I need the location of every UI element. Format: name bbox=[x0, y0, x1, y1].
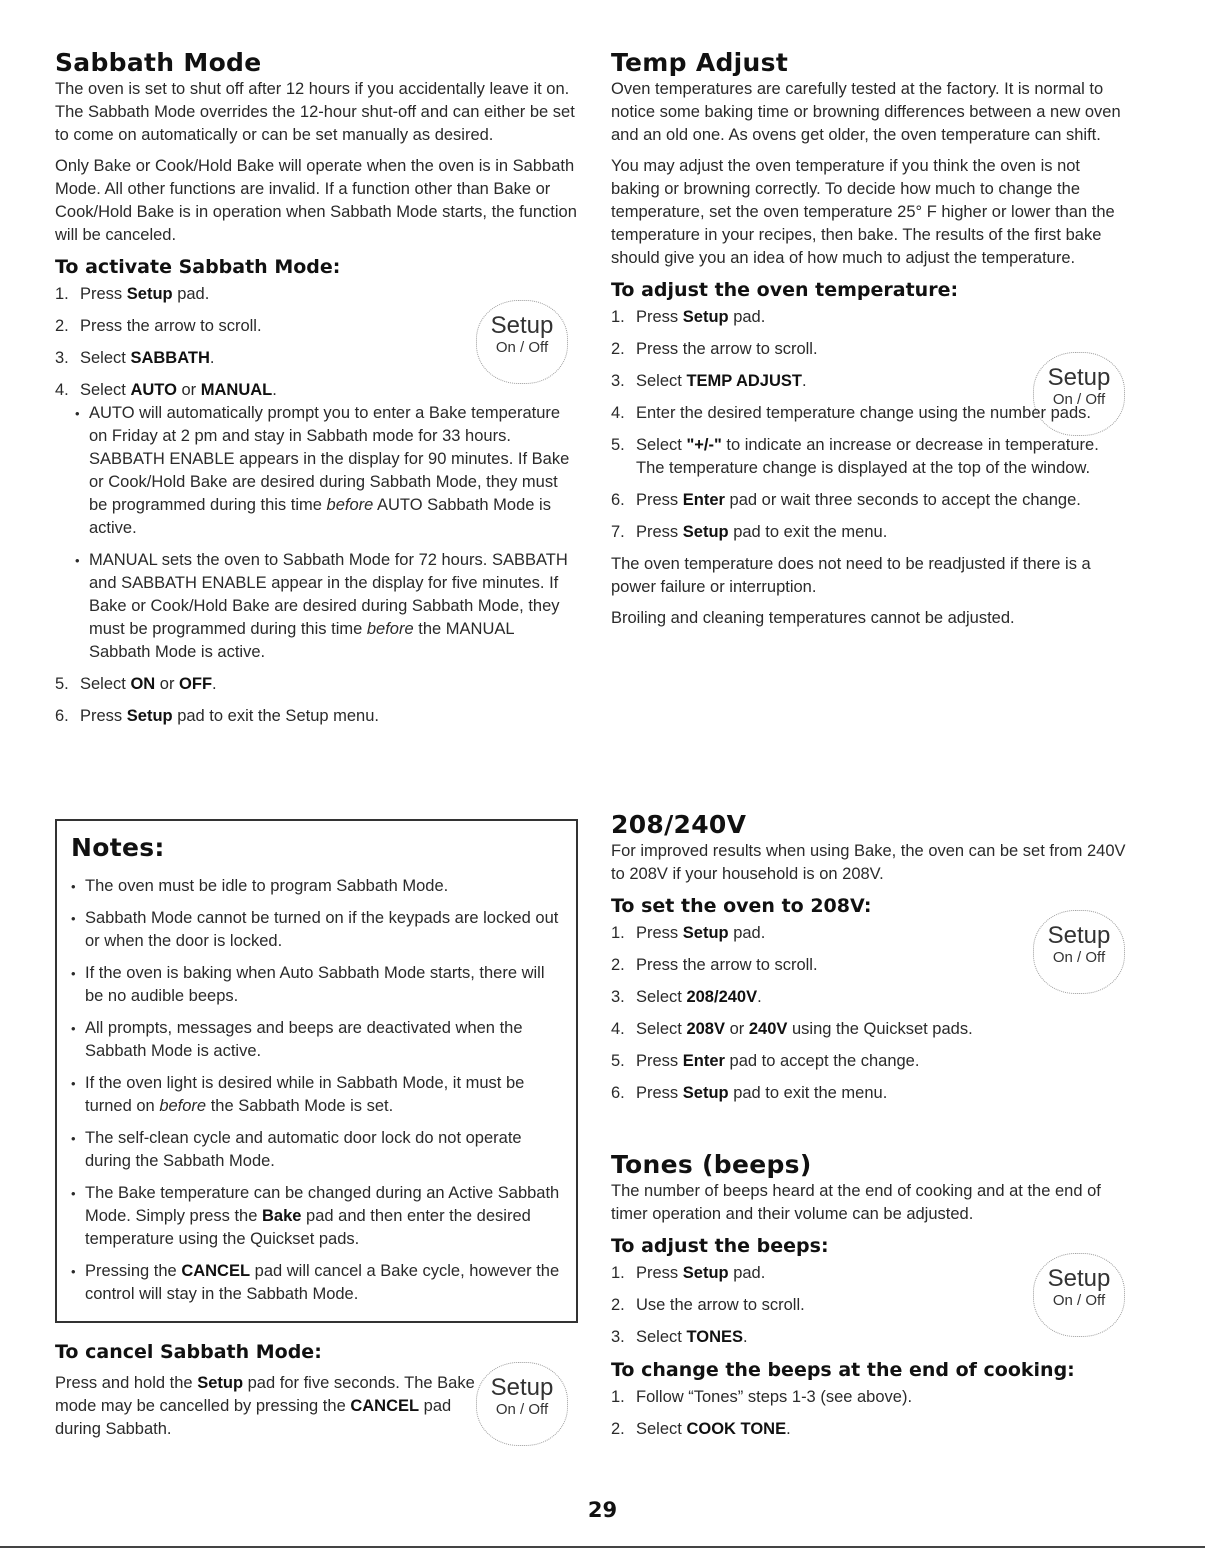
step-item: 6. Press Enter pad or wait three seconds to accept the change. bbox=[611, 491, 1081, 509]
note-item: • Pressing the CANCEL pad will cancel a Bake cycle, however the control will stay in the Sabbath Mode. bbox=[71, 1260, 564, 1306]
step-item: 3. Select SABBATH. bbox=[55, 349, 215, 367]
activate-sabbath-heading: To activate Sabbath Mode: bbox=[55, 256, 341, 278]
bullet-item: • AUTO will automatically prompt you to enter a Bake temperature on Friday at 2 pm and stay in Sabbath mode for 33 hours. SABBATH ENABLE appears in the display for 90 minutes. If Bake or Cook/Hold Bake are desired during Sabbath Mode, they must be programmed during this time before AUTO Sabbath Mode is active. bbox=[75, 402, 577, 540]
setup-on-off-icon: Setup On / Off bbox=[476, 1362, 568, 1446]
sabbath-functions: Only Bake or Cook/Hold Bake will operate when the oven is in Sabbath Mode. All other functions are invalid. If a function other than Bake or Cook/Hold Bake is in operation when Sabbath Mode starts, the function will be canceled. bbox=[55, 157, 577, 244]
sabbath-mode-title: Sabbath Mode bbox=[55, 48, 262, 77]
notes-box bbox=[55, 819, 578, 1323]
step-item: 2. Press the arrow to scroll. bbox=[611, 956, 818, 974]
set-208v-heading: To set the oven to 208V: bbox=[611, 895, 872, 917]
step-item: 1. Press Setup pad. bbox=[611, 308, 766, 326]
notes-title: Notes: bbox=[71, 833, 165, 862]
step-item: 2. Press the arrow to scroll. bbox=[611, 340, 818, 358]
cook-tone-steps bbox=[611, 1386, 1131, 1441]
step-item: 3. Select 208/240V. bbox=[611, 988, 762, 1006]
cancel-sabbath-section bbox=[55, 1340, 475, 1449]
tones-intro: The number of beeps heard at the end of cooking and at the end of timer operation and their volume can be adjusted. bbox=[611, 1182, 1101, 1223]
right-column bbox=[611, 48, 1131, 638]
voltage-title: 208/240V bbox=[611, 810, 747, 839]
tones-title: Tones (beeps) bbox=[611, 1150, 812, 1179]
step-item: 4. Select 208V or 240V using the Quickset pads. bbox=[611, 1020, 973, 1038]
bottom-rule bbox=[0, 1546, 1205, 1548]
cancel-sabbath-heading: To cancel Sabbath Mode: bbox=[55, 1341, 322, 1363]
setup-on-off-icon: Setup On / Off bbox=[1033, 352, 1125, 436]
bullet-item: • MANUAL sets the oven to Sabbath Mode for 72 hours. SABBATH and SABBATH ENABLE appear in the display for five minutes. If Bake or Cook/Hold Bake are desired during Sabbath Mode, they must be programmed during this time before the MANUAL Sabbath Mode is active. bbox=[75, 549, 577, 664]
setup-on-off-icon: Setup On / Off bbox=[1033, 910, 1125, 994]
sabbath-intro: The oven is set to shut off after 12 hours if you accidentally leave it on. The Sabbath Mode overrides the 12-hour shut-off and can either be set to come on automatically or can be set manually as desired. bbox=[55, 80, 575, 144]
note-item: • Sabbath Mode cannot be turned on if the keypads are locked out or when the door is locked. bbox=[71, 907, 564, 953]
cook-tone-heading: To change the beeps at the end of cooking: bbox=[611, 1359, 1075, 1381]
step-item: 1. Press Setup pad. bbox=[611, 924, 766, 942]
auto-manual-bullets bbox=[55, 402, 577, 664]
note-item: • The oven must be idle to program Sabbath Mode. bbox=[71, 875, 564, 898]
step-item: 1. Press Setup pad. bbox=[55, 285, 210, 303]
adjust-temp-steps bbox=[611, 306, 1031, 393]
step-item: 4. Select AUTO or MANUAL. • AUTO will automatically prompt you to enter a Bake temperature on Friday at 2 pm and stay in Sabbath mode for 33 hours. SABBATH ENABLE appears in the display for 90 minutes. If Bake or Cook/Hold Bake are desired during Sabbath Mode, they must be programmed during this time before AUTO Sabbath Mode is active. • MANUAL sets the oven to Sabbath Mode for 72 hours. SABBATH and SABBATH ENABLE appear in the display for five minutes. If Bake or Cook/Hold Bake are desired during Sabbath Mode, they must be programmed during this time before the MANUAL Sabbath Mode is active. bbox=[55, 379, 577, 664]
step-item: 5. Press Enter pad to accept the change. bbox=[611, 1052, 920, 1070]
note-item: • The Bake temperature can be changed during an Active Sabbath Mode. Simply press the Bake pad and then enter the desired temperature using the Quickset pads. bbox=[71, 1182, 564, 1251]
setup-on-off-icon: Setup On / Off bbox=[1033, 1253, 1125, 1337]
step-item: 6. Press Setup pad to exit the menu. bbox=[611, 1084, 888, 1102]
page-number: 29 bbox=[587, 1498, 618, 1522]
note-item: • If the oven is baking when Auto Sabbath Mode starts, there will be no audible beeps. bbox=[71, 962, 564, 1008]
adjust-beeps-heading: To adjust the beeps: bbox=[611, 1235, 829, 1257]
step-item: 3. Select TEMP ADJUST. bbox=[611, 372, 807, 390]
left-column bbox=[55, 48, 577, 737]
temp-advice: You may adjust the oven temperature if you think the oven is not baking or browning correctly. To decide how much to change the temperature, set the oven temperature 25° F higher or lower than the temperature in your recipes, then bake. The results of the first bake should give you an idea of how much to adjust the temperature. bbox=[611, 157, 1115, 267]
cancel-sabbath-text: Press and hold the Setup pad for five seconds. The Bake mode may be cancelled by pressing the CANCEL pad during Sabbath. bbox=[55, 1374, 475, 1438]
step-item: 4. Enter the desired temperature change using the number pads. bbox=[611, 404, 1091, 422]
step-item: 5. Select "+/-" to indicate an increase or decrease in temperature. The temperature change is displayed at the top of the window. bbox=[611, 436, 1099, 477]
step-item: 2. Select COOK TONE. bbox=[611, 1420, 791, 1438]
voltage-intro: For improved results when using Bake, the oven can be set from 240V to 208V if your household is on 208V. bbox=[611, 842, 1126, 883]
step-item: 7. Press Setup pad to exit the menu. bbox=[611, 523, 888, 541]
step-item: 1. Press Setup pad. bbox=[611, 1264, 766, 1282]
note-item: • All prompts, messages and beeps are deactivated when the Sabbath Mode is active. bbox=[71, 1017, 564, 1063]
step-item: 1. Follow “Tones” steps 1-3 (see above). bbox=[611, 1388, 913, 1406]
note-item: • The self-clean cycle and automatic door lock do not operate during the Sabbath Mode. bbox=[71, 1127, 564, 1173]
temp-intro: Oven temperatures are carefully tested at the factory. It is normal to notice some baking time or browning differences between a new oven and an old one. As ovens get older, the oven temperature can shift. bbox=[611, 80, 1121, 144]
note-item: • If the oven light is desired while in Sabbath Mode, it must be turned on before the Sabbath Mode is set. bbox=[71, 1072, 564, 1118]
adjust-temp-heading: To adjust the oven temperature: bbox=[611, 279, 959, 301]
step-item: 5. Select ON or OFF. bbox=[55, 675, 217, 693]
temp-power-note: The oven temperature does not need to be readjusted if there is a power failure or interruption. bbox=[611, 555, 1091, 596]
temp-adjust-title: Temp Adjust bbox=[611, 48, 789, 77]
temp-broil-note: Broiling and cleaning temperatures cannot be adjusted. bbox=[611, 609, 1015, 627]
step-item: 6. Press Setup pad to exit the Setup menu. bbox=[55, 707, 379, 725]
notes-list bbox=[71, 875, 564, 1306]
step-item: 3. Select TONES. bbox=[611, 1328, 748, 1346]
step-item: 2. Use the arrow to scroll. bbox=[611, 1296, 805, 1314]
setup-on-off-icon: Setup On / Off bbox=[476, 300, 568, 384]
step-item: 2. Press the arrow to scroll. bbox=[55, 317, 262, 335]
